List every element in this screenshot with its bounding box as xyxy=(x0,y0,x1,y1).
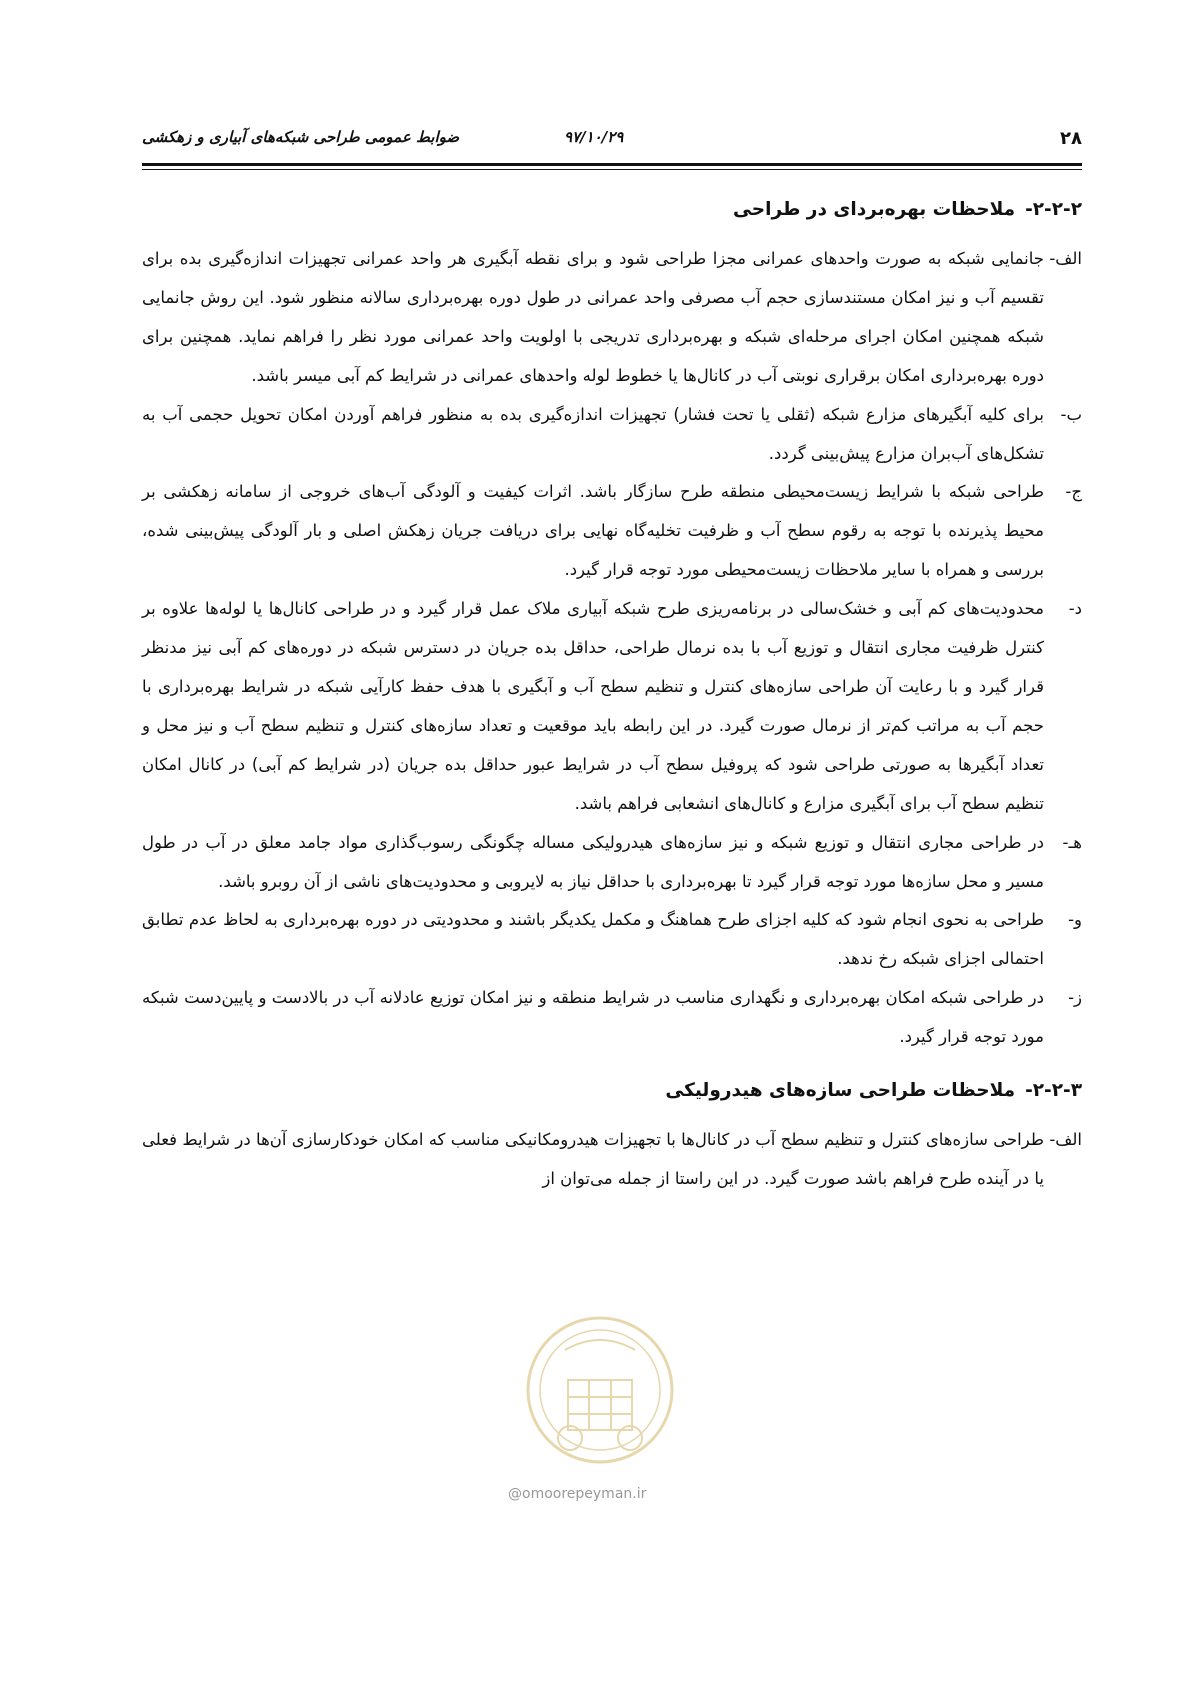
list-marker: الف- xyxy=(1049,249,1082,268)
list-item xyxy=(142,473,1082,590)
list-item-text: در طراحی مجاری انتقال و توزیع شبکه و نیز سازه‌های هیدرولیکی مساله چگونگی رسوب‌گذاری مواد جامد معلق در آب در طول مسیر و محل سازه‌ها مورد توجه قرار گیرد تا بهره‌برداری با حداقل نیاز به لایروبی و محدودیت‌های ناشی از آن روبرو باشد. xyxy=(142,832,1044,891)
watermark-seal-icon xyxy=(520,1310,680,1495)
list-marker: ب- xyxy=(1060,404,1082,424)
list-item xyxy=(142,979,1082,1057)
header-title: ضوابط عمومی طراحی شبکه‌های آبیاری و زهکشی xyxy=(142,128,460,146)
section-title: ملاحظات بهره‌بردای در طراحی xyxy=(733,199,1016,220)
list-item-text: طراحی سازه‌های کنترل و تنظیم سطح آب در کانال‌ها با تجهیزات هیدرومکانیکی مناسب که امکان خودکارسازی آن‌ها در شرایط فعلی یا در آینده طرح فراهم باشد صورت گیرد. در این راستا از جمله می‌توان از xyxy=(142,1130,1044,1188)
page-header xyxy=(142,128,1082,158)
list-marker: الف- xyxy=(1049,1130,1082,1150)
list-item-text: طراحی به نحوی انجام شود که کلیه اجزای طرح هماهنگ و مکمل یکدیگر باشند و محدودیتی در دوره بهره‌برداری به لحاظ عدم تطابق احتمالی اجزای شبکه رخ ندهد. xyxy=(142,910,1044,969)
list-item xyxy=(142,901,1082,979)
section-heading xyxy=(142,190,1082,230)
list-item xyxy=(142,824,1082,902)
list-item xyxy=(142,240,1082,396)
section-number: ۲-۲-۲- xyxy=(1025,199,1082,220)
list-marker: ج- xyxy=(1065,482,1082,502)
list-item-text: طراحی شبکه با شرایط زیست‌محیطی منطقه طرح سازگار باشد. اثرات کیفیت و آلودگی آب‌های خروجی از سامانه زهکشی بر محیط پذیرنده با توجه به رقوم سطح آب و ظرفیت تخلیه‌گاه نهایی برای دریافت جریان زهکش اصلی و بار آلودگی پیش‌بینی شده، بررسی و همراه با سایر ملاحظات زیست‌محیطی مورد توجه قرار گیرد. xyxy=(142,482,1044,580)
list-item-text: محدودیت‌های کم آبی و خشک‌سالی در برنامه‌ریزی طرح شبکه آبیاری ملاک عمل قرار گیرد و در طراحی کانال‌ها یا لوله‌ها علاوه بر کنترل ظرفیت مجاری انتقال و توزیع آب با بده نرمال طراحی، حداقل بده جریان در دسترس شبکه در دوره‌های کم آبی نیز مدنظر قرار گیرد و با رعایت آن طراحی سازه‌های کنترل و تنظیم سطح آب و آبگیری با هدف حفظ کارآیی شبکه در شرایط بهره‌برداری با حجم آب به مراتب کم‌تر از نرمال صورت گیرد. در این رابطه باید موقعیت و تعداد سازه‌های کنترل و تنظیم سطح آب و نیز محل و تعداد آبگیرها به صورتی طراحی شود که پروفیل سطح آب در شرایط عبور حداقل بده جریان (در شرایط کم آبی) در کانال امکان تنظیم سطح آب برای آبگیری مزارع و کانال‌های انشعابی فراهم باشد. xyxy=(142,599,1044,813)
page-number: ۲۸ xyxy=(1060,128,1082,149)
list-marker: ز- xyxy=(1068,988,1082,1008)
list-item-text: در طراحی شبکه امکان بهره‌برداری و نگهداری مناسب در شرایط منطقه و نیز امکان توزیع عادلانه آب در بالادست و پایین‌دست شبکه مورد توجه قرار گیرد. xyxy=(142,988,1044,1047)
header-date: ۹۷/۱۰/۲۹ xyxy=(564,128,624,146)
section-heading xyxy=(142,1071,1082,1111)
list-item-text: برای کلیه آبگیرهای مزارع شبکه (ثقلی یا تحت فشار) تجهیزات اندازه‌گیری بده به منظور فراهم آوردن امکان تحویل حجمی آب به تشکل‌های آب‌بران مزارع پیش‌بینی گردد. xyxy=(142,404,1044,463)
list-item xyxy=(142,1121,1082,1199)
section-number: ۲-۲-۳- xyxy=(1025,1080,1082,1102)
list-marker: د- xyxy=(1068,599,1082,619)
watermark-text: @omoorepeyman.ir xyxy=(508,1486,647,1502)
list-marker: هـ- xyxy=(1062,832,1082,852)
list-item xyxy=(142,590,1082,823)
section-title: ملاحظات طراحی سازه‌های هیدرولیکی xyxy=(665,1080,1016,1102)
list-item-text: جانمایی شبکه به صورت واحدهای عمرانی مجزا طراحی شود و برای نقطه آبگیری هر واحد عمرانی تجهیزات اندازه‌گیری بده برای تقسیم آب و نیز امکان مستندسازی حجم آب مصرفی واحد عمرانی در طول دوره بهره‌برداری سالانه منظور شود. این روش جانمایی شبکه همچنین امکان اجرای مرحله‌ای شبکه و بهره‌برداری تدریجی با اولویت واحد عمرانی مورد نظر را فراهم نماید. همچنین برای دوره بهره‌برداری امکان برقراری نوبتی آب در کانال‌ها یا خطوط لوله واحدهای عمرانی در شرایط کم آبی میسر باشد. xyxy=(142,249,1044,385)
page-content xyxy=(142,182,1082,1199)
list-item xyxy=(142,396,1082,474)
list-marker: و- xyxy=(1068,910,1082,930)
header-rule xyxy=(142,163,1082,170)
